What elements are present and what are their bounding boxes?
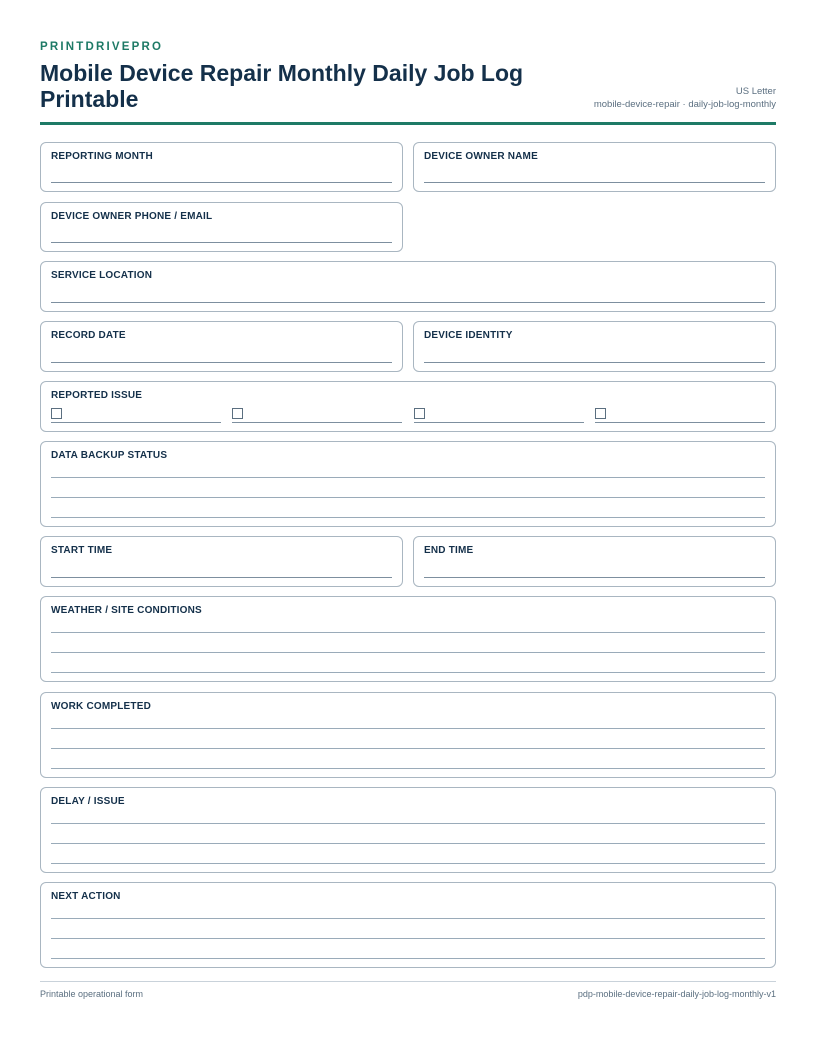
next-action-field: [40, 882, 776, 968]
reporting-month-field: [40, 142, 403, 192]
reported-issue-field: [40, 381, 776, 432]
page-title: Mobile Device Repair Monthly Daily Job Log Printable: [40, 60, 524, 112]
data-backup-status-field: [40, 441, 776, 527]
next-action-line-2[interactable]: [51, 938, 765, 939]
device-owner-name-label: DEVICE OWNER NAME: [424, 151, 538, 162]
record-date-input-line[interactable]: [51, 362, 392, 363]
reported-issue-option-3: [414, 406, 584, 423]
weather-site-conditions-line-3[interactable]: [51, 672, 765, 673]
reported-issue-checkbox-1[interactable]: [51, 408, 62, 419]
data-backup-status-label: DATA BACKUP STATUS: [51, 450, 168, 461]
reported-issue-option-4: [595, 406, 765, 423]
data-backup-status-line-2[interactable]: [51, 497, 765, 498]
device-owner-contact-field: [40, 202, 403, 252]
start-time-input-line[interactable]: [51, 577, 392, 578]
service-location-label: SERVICE LOCATION: [51, 270, 153, 281]
reported-issue-option-line-2[interactable]: [232, 422, 402, 423]
work-completed-line-2[interactable]: [51, 748, 765, 749]
device-identity-input-line[interactable]: [424, 362, 765, 363]
reported-issue-option-2: [232, 406, 402, 423]
data-backup-status-line-1[interactable]: [51, 477, 765, 478]
document-path: mobile-device-repair · daily-job-log-monthly: [593, 99, 776, 110]
device-identity-label: DEVICE IDENTITY: [424, 330, 513, 341]
start-time-field: [40, 536, 403, 587]
reported-issue-option-line-1[interactable]: [51, 422, 221, 423]
reported-issue-checkbox-2[interactable]: [232, 408, 243, 419]
work-completed-line-3[interactable]: [51, 768, 765, 769]
document-meta: [594, 85, 776, 111]
end-time-input-line[interactable]: [424, 577, 765, 578]
weather-site-conditions-line-2[interactable]: [51, 652, 765, 653]
weather-site-conditions-field: [40, 596, 776, 682]
weather-site-conditions-line-1[interactable]: [51, 632, 765, 633]
delay-issue-label: DELAY / ISSUE: [51, 796, 125, 807]
delay-issue-line-1[interactable]: [51, 823, 765, 824]
device-owner-contact-input-line[interactable]: [51, 242, 392, 243]
service-location-input-line[interactable]: [51, 302, 765, 303]
record-date-field: [40, 321, 403, 372]
footer-description: Printable operational form: [40, 989, 144, 999]
reported-issue-checkbox-3[interactable]: [414, 408, 425, 419]
device-owner-name-input-line[interactable]: [424, 182, 765, 183]
device-owner-contact-label: DEVICE OWNER PHONE / EMAIL: [51, 211, 213, 222]
header-divider: [40, 122, 776, 125]
footer-form-id: pdp-mobile-device-repair-daily-job-log-monthly-v1: [577, 989, 776, 999]
next-action-label: NEXT ACTION: [51, 891, 121, 902]
brand-name: PRINTDRIVEPRO: [40, 41, 164, 53]
work-completed-label: WORK COMPLETED: [51, 701, 152, 712]
delay-issue-field: [40, 787, 776, 873]
reported-issue-option-1: [51, 406, 221, 423]
work-completed-field: [40, 692, 776, 778]
delay-issue-line-2[interactable]: [51, 843, 765, 844]
device-owner-name-field: [413, 142, 776, 192]
work-completed-line-1[interactable]: [51, 728, 765, 729]
reported-issue-option-line-4[interactable]: [595, 422, 765, 423]
weather-site-conditions-label: WEATHER / SITE CONDITIONS: [51, 605, 202, 616]
end-time-field: [413, 536, 776, 587]
delay-issue-line-3[interactable]: [51, 863, 765, 864]
reported-issue-option-line-3[interactable]: [414, 422, 584, 423]
paper-size: US Letter: [735, 86, 776, 97]
data-backup-status-line-3[interactable]: [51, 517, 765, 518]
reporting-month-input-line[interactable]: [51, 182, 392, 183]
reporting-month-label: REPORTING MONTH: [51, 151, 153, 162]
end-time-label: END TIME: [424, 545, 474, 556]
next-action-line-1[interactable]: [51, 918, 765, 919]
reported-issue-checkbox-4[interactable]: [595, 408, 606, 419]
next-action-line-3[interactable]: [51, 958, 765, 959]
record-date-label: RECORD DATE: [51, 330, 126, 341]
footer-divider: [40, 981, 776, 982]
service-location-field: [40, 261, 776, 312]
reported-issue-label: REPORTED ISSUE: [51, 390, 143, 401]
device-identity-field: [413, 321, 776, 372]
start-time-label: START TIME: [51, 545, 113, 556]
